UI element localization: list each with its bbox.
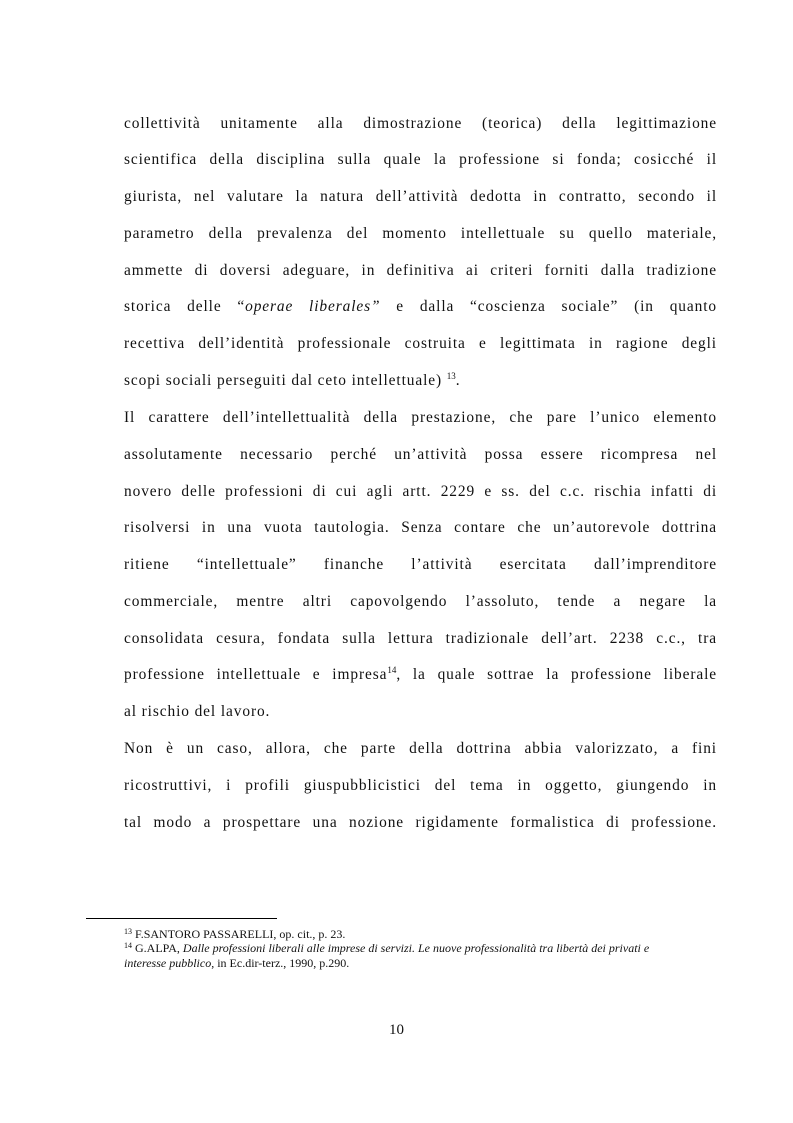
body-line-16 — [124, 665, 717, 685]
body-line-8-pre: scopi sociali perseguiti dal ceto intellettuale) — [124, 372, 447, 389]
body-line-14: commerciale, mentre altri capovolgendo l’assoluto, tende a negare la — [124, 593, 717, 610]
footnote-14-title-cont: interesse pubblico — [124, 956, 212, 970]
body-line-6-pre: storica delle “ — [124, 298, 246, 315]
body-line-6-post: e dalla “coscienza sociale” (in quanto — [380, 298, 717, 315]
footnote-14-author: G.ALPA, — [132, 941, 183, 955]
page-number: 10 — [389, 1022, 404, 1038]
footnote-14 — [124, 941, 719, 956]
body-line-16-post: , la quale sottrae la professione liberale — [396, 666, 717, 683]
body-line-11: novero delle professioni di cui agli artt. 2229 e ss. del c.c. rischia infatti di — [124, 483, 717, 500]
operae-liberales-italic: operae liberales” — [245, 298, 381, 315]
body-line-7: recettiva dell’identità professionale costruita e legittimata in ragione degli — [124, 335, 717, 352]
body-line-1: collettività unitamente alla dimostrazione (teorica) della legittimazione — [124, 115, 717, 132]
footnote-13 — [124, 927, 719, 942]
body-line-4: parametro della prevalenza del momento intellettuale su quello materiale, — [124, 225, 717, 242]
footnote-ref-13[interactable]: 13 — [446, 371, 456, 381]
footnote-ref-14[interactable]: 14 — [387, 665, 397, 675]
footnote-14-title: Dalle professioni liberali alle imprese di servizi. Le nuove professionalità tra libertà dei privati e — [182, 941, 650, 955]
footnote-14-rest: , in Ec.dir-terz., 1990, p.290. — [211, 956, 350, 970]
body-line-19: ricostruttivi, i profili giuspubblicistici del tema in oggetto, giungendo in — [124, 777, 717, 794]
body-line-18: Non è un caso, allora, che parte della dottrina abbia valorizzato, a fini — [124, 740, 717, 757]
body-line-10: assolutamente necessario perché un’attività possa essere ricompresa nel — [124, 446, 717, 463]
body-line-3: giurista, nel valutare la natura dell’attività dedotta in contratto, secondo il — [124, 188, 717, 205]
body-line-6 — [124, 297, 717, 317]
body-line-20: tal modo a prospettare una nozione rigidamente formalistica di professione. — [124, 814, 717, 831]
footnote-13-text: F.SANTORO PASSARELLI, op. cit., p. 23. — [132, 927, 346, 941]
body-line-17: al rischio del lavoro. — [124, 703, 271, 720]
body-line-5: ammette di doversi adeguare, in definitiva ai criteri forniti dalla tradizione — [124, 262, 717, 279]
footnote-14-continued — [124, 956, 719, 971]
body-line-8 — [124, 371, 717, 391]
body-line-12: risolversi in una vuota tautologia. Senza contare che un’autorevole dottrina — [124, 519, 717, 536]
footnote-separator — [86, 918, 277, 919]
footnote-14-number: 14 — [124, 941, 132, 950]
body-line-13: ritiene “intellettuale” finanche l’attività esercitata dall’imprenditore — [124, 556, 717, 573]
body-line-2: scientifica della disciplina sulla quale la professione si fonda; cosicché il — [124, 151, 717, 168]
body-line-16-pre: professione intellettuale e impresa — [124, 666, 388, 683]
footnote-13-number: 13 — [124, 927, 132, 936]
body-line-8-post: . — [455, 372, 461, 389]
body-line-15: consolidata cesura, fondata sulla lettura tradizionale dell’art. 2238 c.c., tra — [124, 630, 717, 647]
body-line-9: Il carattere dell’intellettualità della prestazione, che pare l’unico elemento — [124, 409, 717, 426]
